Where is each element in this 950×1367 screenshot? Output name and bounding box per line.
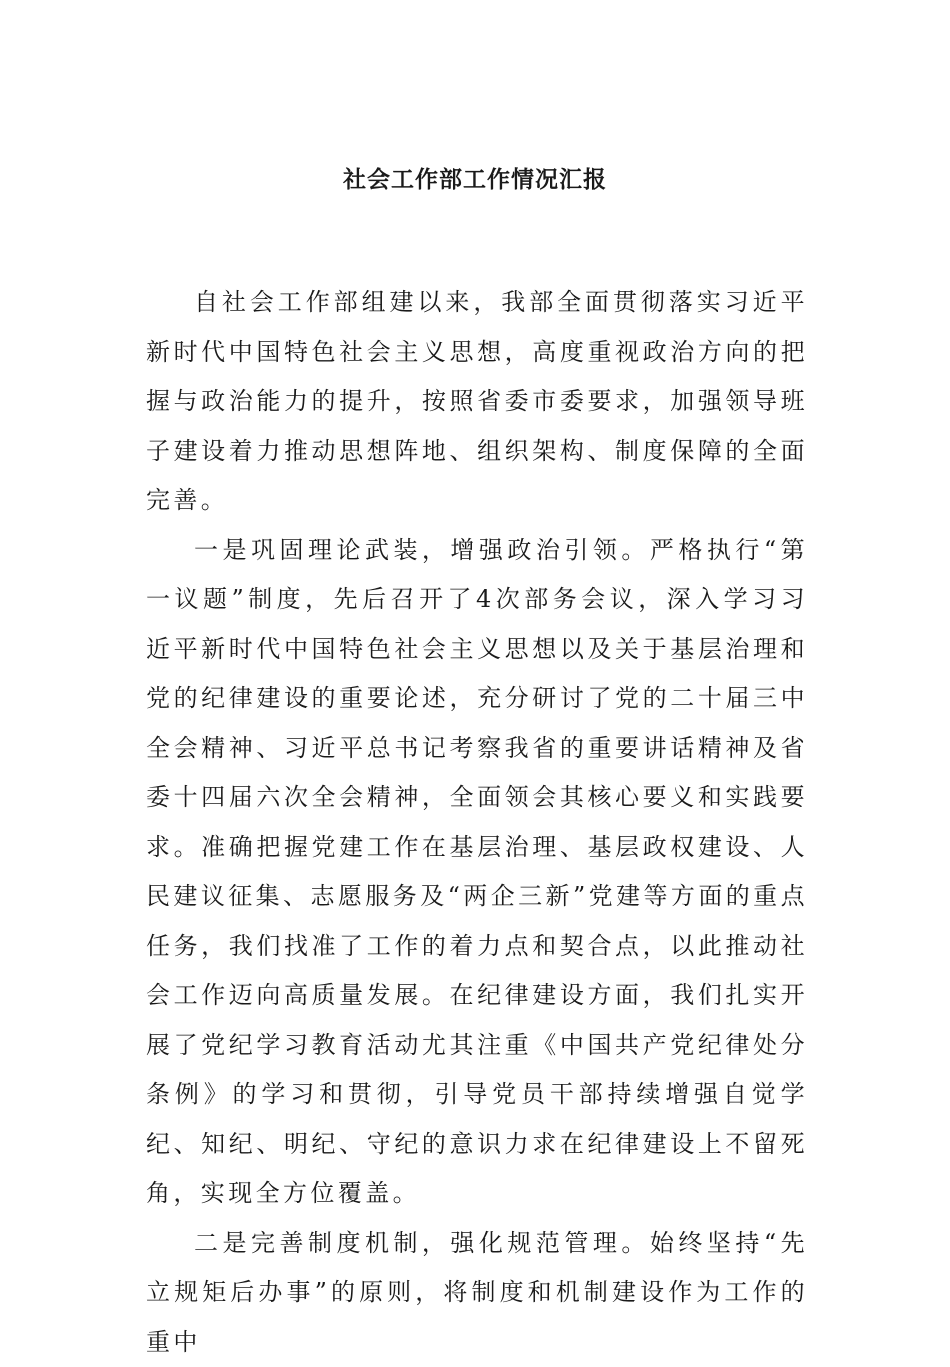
document-title: 社会工作部工作情况汇报 — [0, 160, 950, 200]
paragraph-intro: 自社会工作部组建以来，我部全面贯彻落实习近平新时代中国特色社会主义思想，高度重视政治方向的把握与政治能力的提升，按照省委市委要求，加强领导班子建设着力推动思想阵地、组织架构、制度保障的全面完善。 — [146, 278, 808, 526]
document-body — [146, 278, 808, 1367]
paragraph-section-two: 二是完善制度机制，强化规范管理。始终坚持“先立规矩后办事”的原则，将制度和机制建设作为工作的重中 — [146, 1219, 808, 1367]
paragraph-section-one: 一是巩固理论武装，增强政治引领。严格执行“第一议题”制度，先后召开了4次部务会议，深入学习习近平新时代中国特色社会主义思想以及关于基层治理和党的纪律建设的重要论述，充分研讨了党的二十届三中全会精神、习近平总书记考察我省的重要讲话精神及省委十四届六次全会精神，全面领会其核心要义和实践要求。准确把握党建工作在基层治理、基层政权建设、人民建议征集、志愿服务及“两企三新”党建等方面的重点任务，我们找准了工作的着力点和契合点，以此推动社会工作迈向高质量发展。在纪律建设方面，我们扎实开展了党纪学习教育活动尤其注重《中国共产党纪律处分条例》的学习和贯彻，引导党员干部持续增强自觉学纪、知纪、明纪、守纪的意识力求在纪律建设上不留死角，实现全方位覆盖。 — [146, 526, 808, 1219]
